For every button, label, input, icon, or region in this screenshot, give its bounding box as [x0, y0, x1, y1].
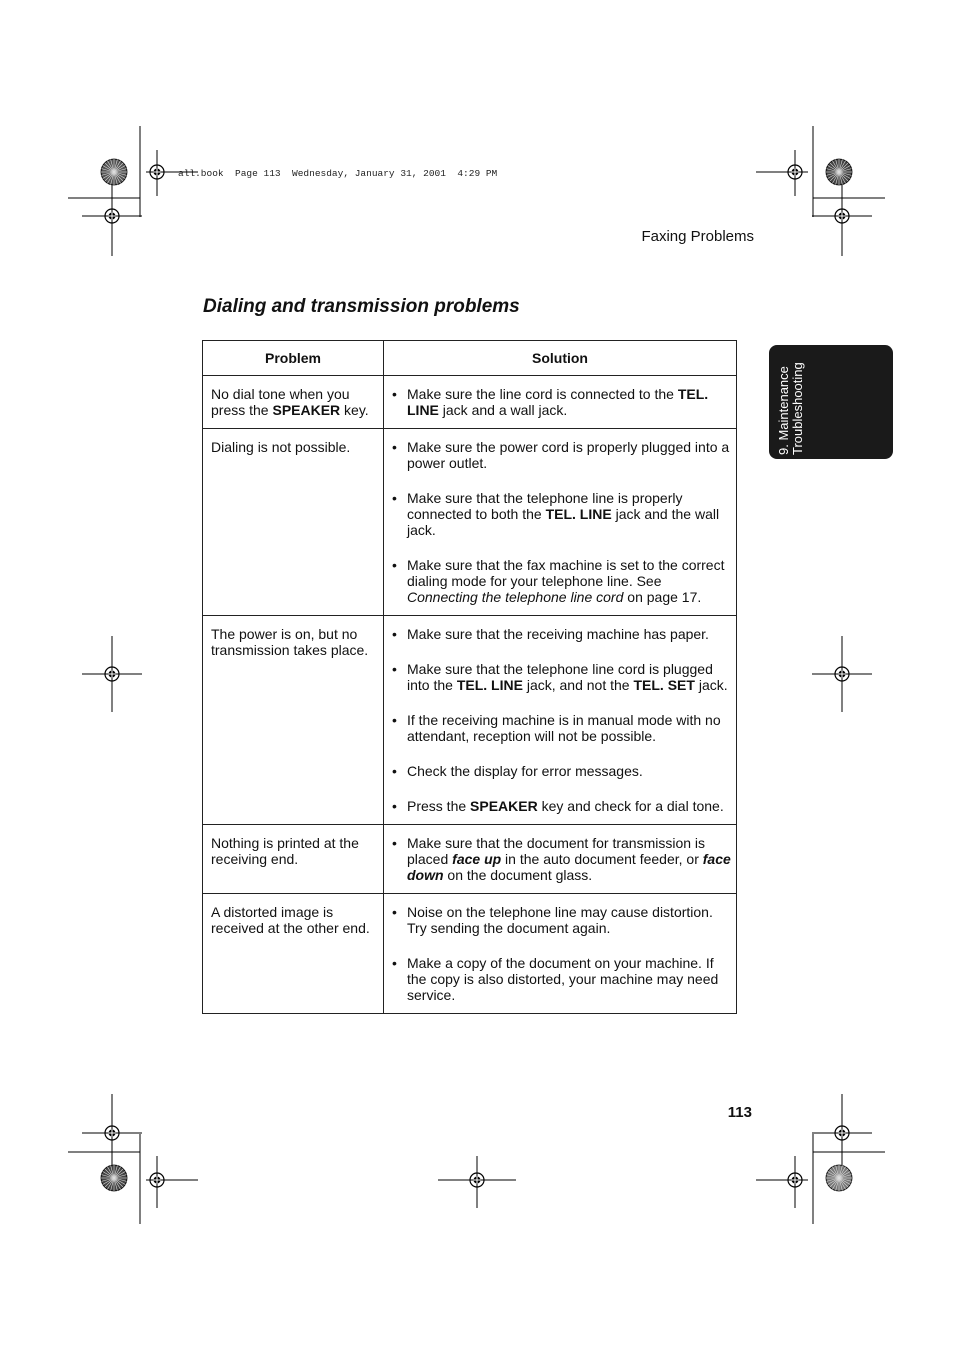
problem-cell: The power is on, but no transmission takes place. — [203, 616, 384, 825]
solution-item: • Make sure that the document for transmission is placed face up in the auto document feeder, or face down on the document glass. — [392, 835, 732, 883]
solution-item: • Make sure that the receiving machine has paper. — [392, 626, 732, 642]
solution-cell — [384, 825, 737, 894]
solution-item: • Press the SPEAKER key and check for a dial tone. — [392, 798, 732, 814]
solution-item: • Make sure that the fax machine is set to the correct dialing mode for your telephone line. See Connecting the telephone line cord on page 17. — [392, 557, 732, 605]
page-number: 113 — [727, 1104, 752, 1121]
solution-item: • Make sure the line cord is connected to the TEL. LINE jack and a wall jack. — [392, 386, 732, 418]
registration-target-icon — [146, 161, 168, 183]
star-wheel-icon — [101, 159, 127, 185]
problem-cell: No dial tone when you press the SPEAKER key. — [203, 376, 384, 429]
solution-item: • Make sure that the telephone line cord is plugged into the TEL. LINE jack, and not the TEL. SET jack. — [392, 661, 732, 693]
solution-list — [392, 439, 732, 605]
solution-list — [392, 626, 732, 814]
registration-target-icon — [146, 1169, 168, 1191]
print-info-line: all.book Page 113 Wednesday, January 31, 2001 4:29 PM — [178, 168, 498, 179]
section-title: Dialing and transmission problems — [203, 296, 520, 317]
table-row — [203, 376, 737, 429]
registration-target-icon — [101, 205, 123, 227]
solution-column-header: Solution — [384, 341, 737, 376]
solution-cell — [384, 894, 737, 1014]
solution-item: • Noise on the telephone line may cause distortion. Try sending the document again. — [392, 904, 732, 936]
registration-target-icon — [784, 161, 806, 183]
problem-cell: Dialing is not possible. — [203, 429, 384, 616]
chapter-tab-line-1: 9. Maintenance — [776, 366, 791, 455]
solution-item: • Check the display for error messages. — [392, 763, 732, 779]
registration-target-icon — [831, 663, 853, 685]
chapter-side-tab-label — [777, 345, 805, 455]
solution-item: • Make sure the power cord is properly plugged into a power outlet. — [392, 439, 732, 471]
registration-target-icon — [831, 1122, 853, 1144]
table-row — [203, 825, 737, 894]
registration-target-icon — [831, 205, 853, 227]
solution-list — [392, 386, 732, 418]
table-row — [203, 616, 737, 825]
troubleshooting-table — [202, 340, 737, 1014]
registration-target-icon — [784, 1169, 806, 1191]
solution-item: • Make sure that the telephone line is properly connected to both the TEL. LINE jack and the wall jack. — [392, 490, 732, 538]
solution-list — [392, 904, 732, 1003]
solution-cell — [384, 616, 737, 825]
problem-column-header: Problem — [203, 341, 384, 376]
problem-cell: A distorted image is received at the other end. — [203, 894, 384, 1014]
solution-item: • If the receiving machine is in manual mode with no attendant, reception will not be possible. — [392, 712, 732, 744]
star-wheel-icon — [826, 1165, 852, 1191]
registration-target-icon — [101, 1122, 123, 1144]
registration-target-icon — [101, 663, 123, 685]
table-row — [203, 894, 737, 1014]
solution-cell — [384, 429, 737, 616]
star-wheel-icon — [826, 159, 852, 185]
registration-target-icon — [466, 1169, 488, 1191]
chapter-tab-line-2: Troubleshooting — [790, 362, 805, 455]
table-header-row — [203, 341, 737, 376]
solution-cell — [384, 376, 737, 429]
running-head: Faxing Problems — [641, 228, 754, 245]
table-body — [203, 376, 737, 1014]
problem-cell: Nothing is printed at the receiving end. — [203, 825, 384, 894]
star-wheel-icon — [101, 1165, 127, 1191]
table-row — [203, 429, 737, 616]
solution-item: • Make a copy of the document on your machine. If the copy is also distorted, your machine may need service. — [392, 955, 732, 1003]
solution-list — [392, 835, 732, 883]
